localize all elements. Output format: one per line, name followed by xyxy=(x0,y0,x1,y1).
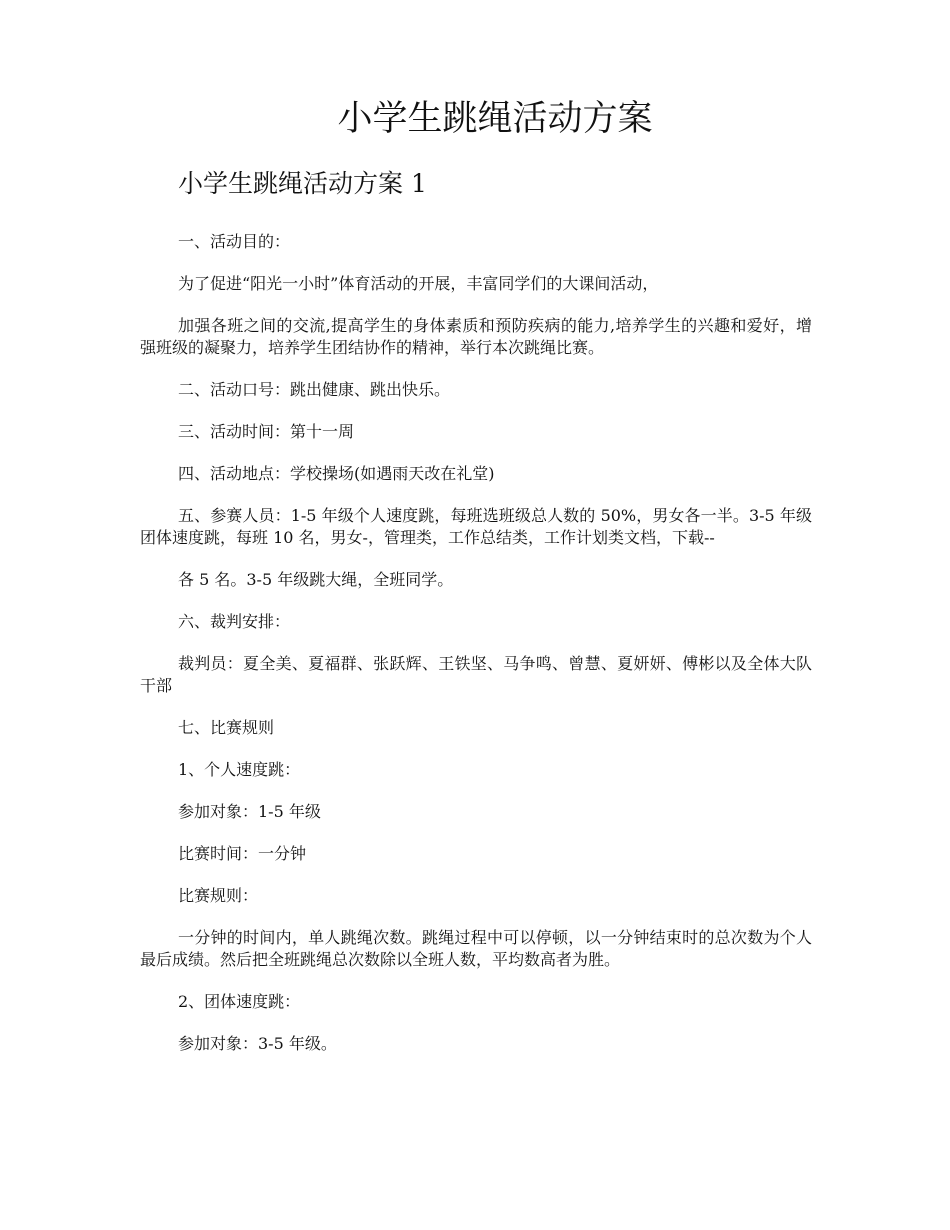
section-title: 小学生跳绳活动方案 1 xyxy=(178,169,427,198)
paragraph-participants-cont: 各 5 名。3-5 年级跳大绳，全班同学。 xyxy=(178,570,454,589)
paragraph-purpose-heading: 一、活动目的： xyxy=(178,232,291,251)
paragraph-individual-heading: 1、个人速度跳： xyxy=(178,760,301,779)
paragraph-location: 四、活动地点：学校操场(如遇雨天改在礼堂) xyxy=(178,464,495,483)
paragraph-time: 三、活动时间：第十一周 xyxy=(178,422,355,441)
paragraph-participants: 五、参赛人员：1-5 年级个人速度跳，每班选班级总人数的 50%，男女各一半。3-5 年级团体速度跳，每班 10 名，男女-，管理类，工作总结类，工作计划类文档，下载-- xyxy=(140,506,812,547)
paragraph-referee-heading: 六、裁判安排： xyxy=(178,612,291,631)
paragraph-rules-heading: 七、比赛规则 xyxy=(178,718,275,737)
document-title: 小学生跳绳活动方案 xyxy=(337,99,653,139)
paragraph-referees: 裁判员：夏全美、夏福群、张跃辉、王铁坚、马争鸣、曾慧、夏妍妍、傅彬以及全体大队干部 xyxy=(140,654,812,695)
paragraph-team-target: 参加对象：3-5 年级。 xyxy=(178,1034,337,1053)
paragraph-purpose-line-2: 加强各班之间的交流,提高学生的身体素质和预防疾病的能力,培养学生的兴趣和爱好，增强班级的凝聚力，培养学生团结协作的精神，举行本次跳绳比赛。 xyxy=(140,316,812,357)
paragraph-slogan: 二、活动口号：跳出健康、跳出快乐。 xyxy=(178,380,451,399)
paragraph-individual-rules: 一分钟的时间内，单人跳绳次数。跳绳过程中可以停顿，以一分钟结束时的总次数为个人最后成绩。然后把全班跳绳总次数除以全班人数，平均数高者为胜。 xyxy=(140,928,812,969)
paragraph-team-heading: 2、团体速度跳： xyxy=(178,992,301,1011)
paragraph-individual-target: 参加对象：1-5 年级 xyxy=(178,802,321,821)
paragraph-individual-rules-heading: 比赛规则： xyxy=(178,886,259,905)
paragraph-purpose-line-1: 为了促进“阳光一小时”体育活动的开展，丰富同学们的大课间活动， xyxy=(178,274,659,293)
paragraph-individual-time: 比赛时间：一分钟 xyxy=(178,844,307,863)
